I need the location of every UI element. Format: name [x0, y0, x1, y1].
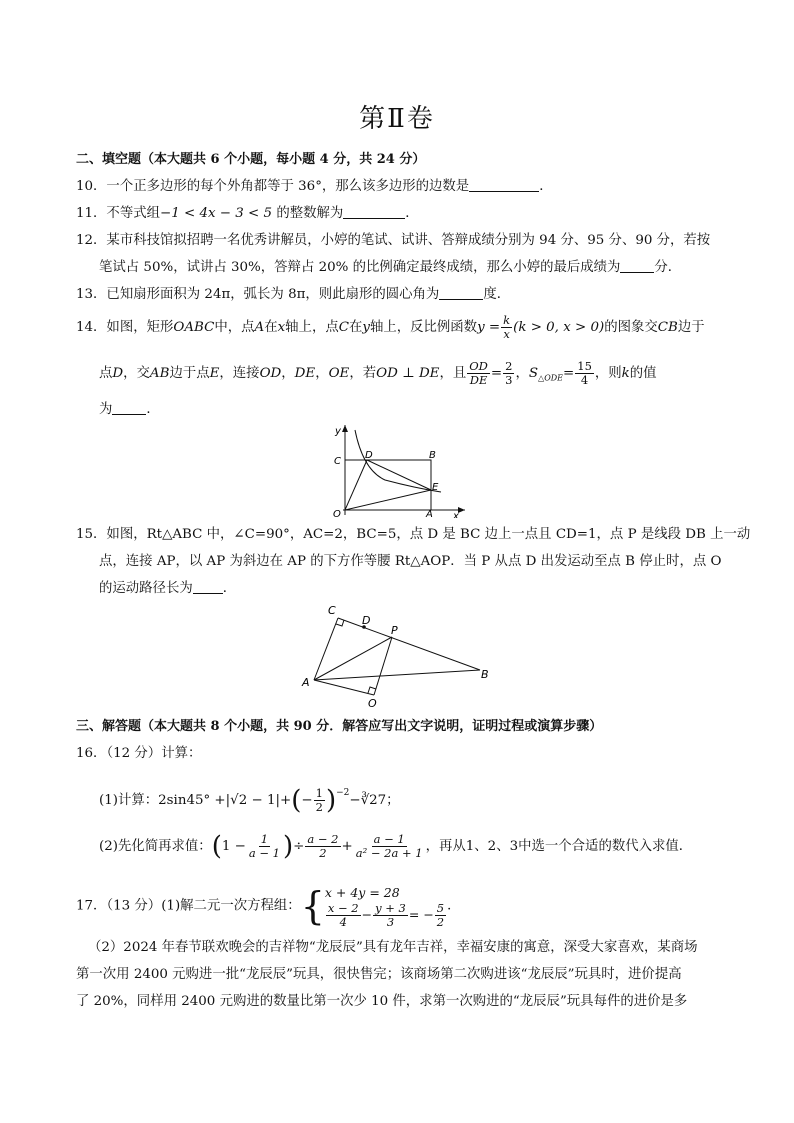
question-11: 11．不等式组−1 < 4x − 3 < 5 的整数解为 ． — [76, 206, 419, 221]
segment-oe — [345, 490, 431, 510]
segment-cb — [338, 618, 480, 670]
page-title: 第Ⅱ卷 — [359, 104, 435, 134]
segment-od — [345, 460, 367, 510]
equation-system-brace: { — [300, 884, 325, 928]
question-13: 13．已知扇形面积为 24π，弧长为 8π，则此扇形的圆心角为 度． — [76, 287, 511, 302]
section-heading-fill-in: 二、填空题（本大题共 6 个小题，每小题 4 分，共 24 分） — [76, 152, 426, 167]
label-d: D — [362, 614, 371, 627]
label-o: O — [368, 697, 377, 710]
question-16-head: 16．（12 分）计算： — [76, 746, 202, 761]
answer-blank[interactable] — [193, 579, 223, 594]
figure-q14 — [325, 420, 470, 518]
fraction-one-half: $\frac{1}{2}$ — [315, 786, 323, 814]
label-y: y — [335, 426, 341, 437]
segment-ao — [314, 680, 374, 695]
question-17-part2-line1: （2）2024 年春节联欢晚会的吉祥物“龙辰辰”具有龙年吉祥，幸福安康的寓意，深受大家喜欢，某商场 — [88, 940, 698, 955]
question-12-line2: 笔试占 50%，试讲占 30%，答辩占 20% 的比例确定最终成绩，那么小婷的最后成绩为 分． — [99, 260, 682, 275]
label-p: P — [391, 624, 398, 637]
question-14-line1: 14．如图，矩形OABC中，点A在x轴上，点C在y轴上，反比例函数y = $\frac{k}{x}$ (k > 0, x > 0)的图象交CB边于 — [76, 313, 705, 341]
label-b: B — [429, 450, 436, 461]
fraction-od-over-de: $\frac{OD}{DE}$ — [469, 359, 488, 387]
label-a: A — [302, 676, 310, 689]
x-axis-arrow — [458, 507, 465, 513]
label-a: A — [426, 509, 433, 518]
answer-blank[interactable] — [439, 285, 483, 300]
segment-ab — [314, 670, 480, 680]
fraction-a-minus-2-over-2: $\frac{a - 2}{2}$ — [307, 832, 339, 860]
rectangle-oabc — [345, 460, 431, 510]
question-17-part2-line2: 第一次用 2400 元购进一批“龙辰辰”玩具，很快售完；该商场第二次购进该“龙辰辰”玩具时，进价提高 — [76, 967, 682, 982]
question-17-part2-line3: 了 20%，同样用 2400 元购进的数量比第一次少 10 件，求第一次购进的“龙辰辰”玩具每件的进价是多 — [76, 994, 688, 1009]
y-axis-arrow — [342, 425, 348, 432]
question-14-line3: 为 ． — [99, 402, 160, 417]
question-17-part1: 17．（13 分）(1)解二元一次方程组：{ x + 4y = 28 $\frac{x - 2}{4}$ − $\frac{y + 3}{3}$ = − $\frac{5}{2}$ ． — [76, 884, 461, 929]
label-x: x — [453, 511, 459, 518]
segment-ac — [314, 618, 338, 680]
fraction-two-thirds: $\frac{2}{3}$ — [505, 359, 513, 387]
fraction-a-minus-1-over-square: $\frac{a - 1}{\text{a² − 2a + 1}}$ — [355, 832, 423, 860]
label-o: O — [333, 509, 341, 518]
fraction-k-over-x: $\frac{k}{x}$ — [503, 313, 511, 341]
label-b: B — [481, 668, 489, 681]
label-c: C — [328, 604, 336, 617]
question-16-part1: (1)计算：2sin45° +|√2 − 1|+(− $\frac{1}{2}$ )$^{-2}$−∛27； — [99, 785, 400, 816]
fraction-fifteen-fourths: $\frac{15}{4}$ — [577, 359, 592, 387]
figure-q15 — [298, 602, 498, 710]
label-e: E — [432, 482, 439, 493]
section-heading-solve: 三、解答题（本大题共 8 个小题，共 90 分．解答应写出文字说明，证明过程或演算步骤） — [76, 719, 603, 734]
label-c: C — [334, 456, 341, 467]
answer-blank[interactable] — [112, 400, 146, 415]
question-10: 10．一个正多边形的每个外角都等于 36°，那么该多边形的边数是 ． — [76, 179, 553, 194]
answer-blank[interactable] — [620, 258, 654, 273]
answer-blank[interactable] — [469, 177, 539, 192]
question-12-line1: 12．某市科技馆拟招聘一名优秀讲解员，小婷的笔试、试讲、答辩成绩分别为 94 分、95 分、90 分，若按 — [76, 233, 711, 248]
question-16-part2: (2)先化简再求值：(1 − $\frac{1}{a - 1}$ )÷ $\frac{a - 2}{2}$ + $\frac{a - 1}{\text{a² − 2a + 1}}$ ，再从1、2、3中选一个合适的数代入求值． — [99, 831, 693, 862]
equation-system: x + 4y = 28 $\frac{x - 2}{4}$ − $\frac{y + 3}{3}$ = − $\frac{5}{2}$ — [324, 885, 445, 929]
label-d: D — [365, 450, 373, 461]
fraction-1-over-a-minus-1: $\frac{1}{a - 1}$ — [248, 832, 280, 860]
question-15-line2: 点，连接 AP，以 AP 为斜边在 AP 的下方作等腰 Rt△AOP．当 P 从点 D 出发运动至点 B 停止时，点 O — [99, 554, 722, 569]
answer-blank[interactable] — [343, 204, 405, 219]
hyperbola-curve — [355, 430, 441, 492]
question-15-line1: 15．如图，Rt△ABC 中，∠C=90°，AC=2，BC=5，点 D 是 BC 边上一点且 CD=1，点 P 是线段 DB 上一动 — [76, 527, 751, 542]
question-14-line2: 点D，交AB边于点E，连接OD，DE，OE，若OD ⊥ DE，且 $\frac{OD}{DE}$ = $\frac{2}{3}$ ，$S_{\triangle ODE}=$ $\frac{15}{4}$ ，则k的值 — [99, 359, 657, 387]
question-15-line3: 的运动路径长为 ． — [99, 581, 237, 596]
